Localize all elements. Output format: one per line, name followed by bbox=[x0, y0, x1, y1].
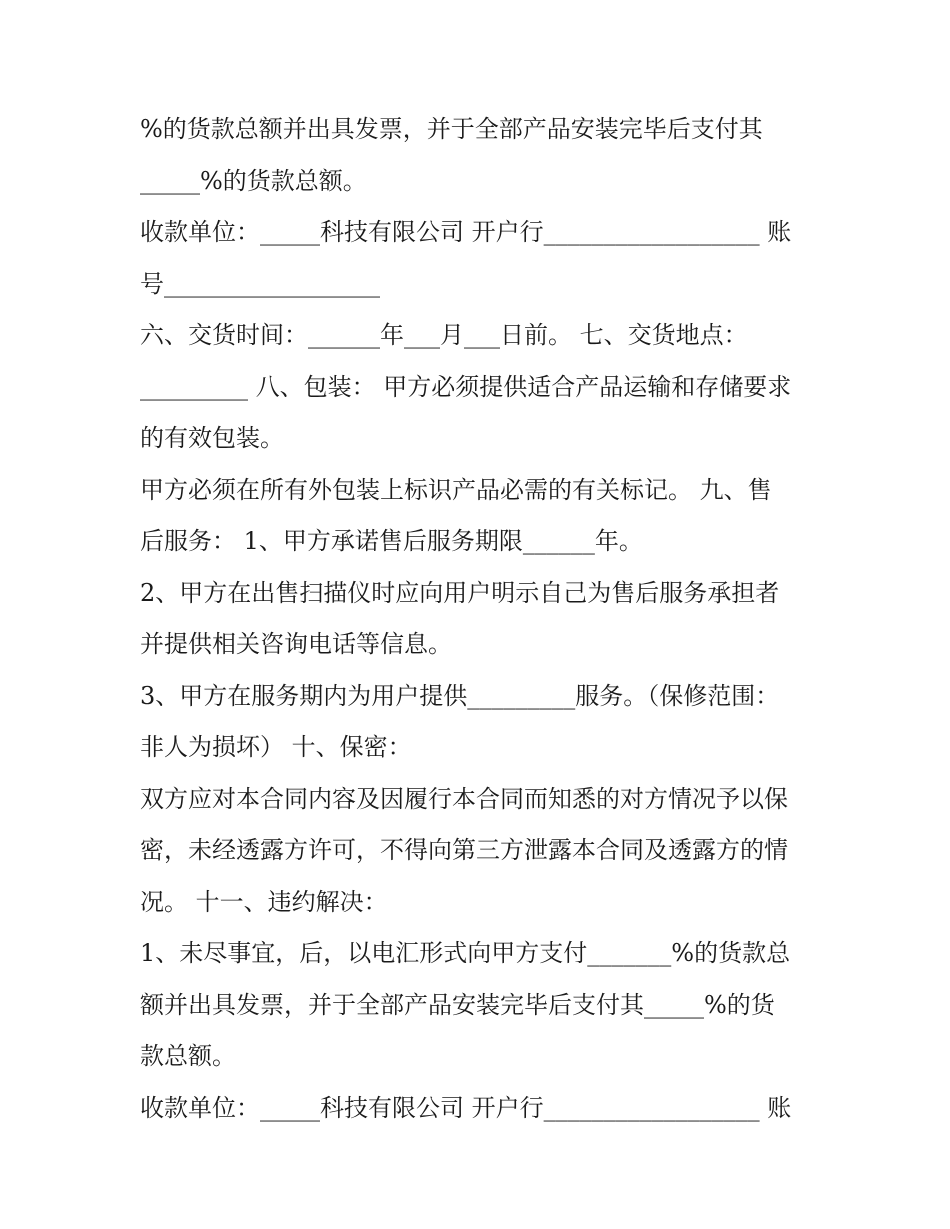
text-line-12: 3、甲方在服务期内为用户提供_________服务。（保修范围： bbox=[140, 681, 780, 710]
text-line-1: %的货款总额并出具发票，并于全部产品安装完毕后支付其 bbox=[140, 115, 763, 143]
text-line-3: 收款单位：_____科技有限公司 开户行__________________ 账 bbox=[140, 218, 792, 246]
text-line-9: 后服务： 1、甲方承诺售后服务期限______年。 bbox=[140, 527, 643, 555]
text-line-2: _____%的货款总额。 bbox=[140, 166, 367, 195]
text-line-16: 况。 十一、违约解决： bbox=[140, 887, 388, 916]
text-line-7: 的有效包装。 bbox=[140, 424, 284, 452]
text-line-5: 六、交货时间：______年___月___日前。 七、交货地点： bbox=[140, 321, 748, 349]
text-line-19: 款总额。 bbox=[140, 1042, 236, 1070]
text-line-13: 非人为损坏） 十、保密： bbox=[140, 733, 412, 761]
text-line-20: 收款单位：_____科技有限公司 开户行__________________ 账 bbox=[140, 1093, 792, 1122]
text-line-11: 并提供相关咨询电话等信息。 bbox=[140, 630, 452, 658]
text-line-6: _________ 八、包装： 甲方必须提供适合产品运输和存储要求 bbox=[140, 372, 792, 401]
text-line-8: 甲方必须在所有外包装上标识产品必需的有关标记。 九、售 bbox=[140, 475, 772, 504]
contract-text-body bbox=[140, 104, 820, 1134]
text-line-14: 双方应对本合同内容及因履行本合同而知悉的对方情况予以保 bbox=[140, 784, 788, 813]
text-line-15: 密，未经透露方许可，不得向第三方泄露本合同及透露方的情 bbox=[140, 836, 788, 864]
text-line-4: 号__________________ bbox=[140, 269, 380, 298]
text-line-18: 额并出具发票，并于全部产品安装完毕后支付其_____%的货 bbox=[140, 990, 775, 1019]
text-line-17: 1、未尽事宜，后，以电汇形式向甲方支付_______%的货款总 bbox=[140, 939, 791, 967]
text-line-10: 2、甲方在出售扫描仪时应向用户明示自己为售后服务承担者 bbox=[140, 578, 780, 607]
